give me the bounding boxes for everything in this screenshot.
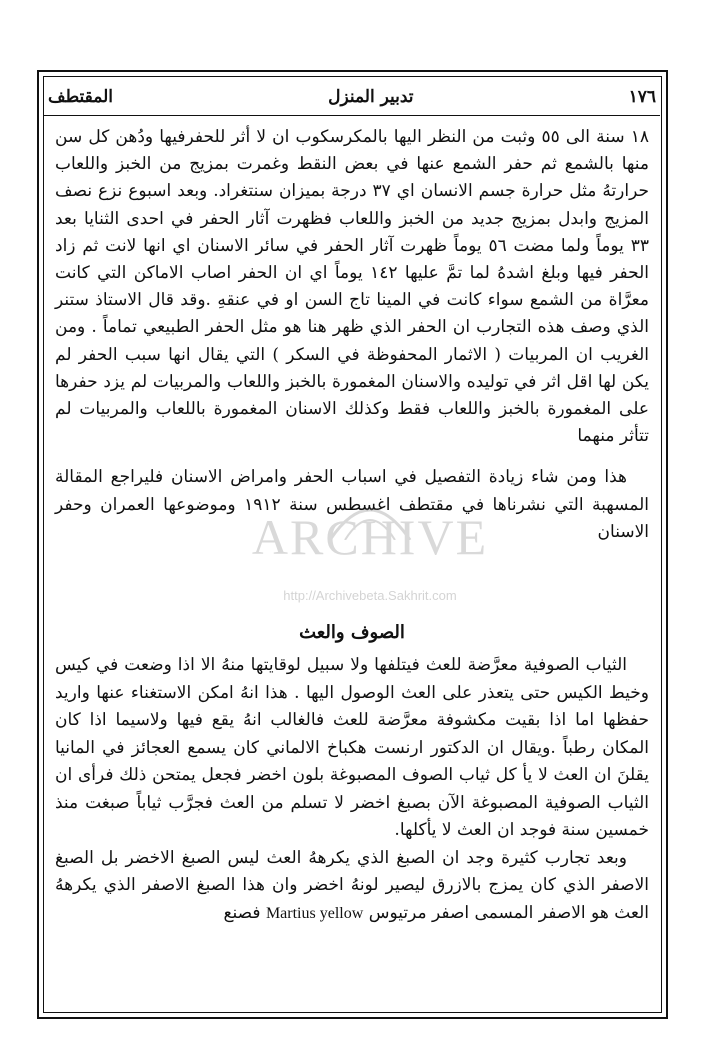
article-body	[55, 124, 649, 546]
watermark-word: ARCHIVE	[251, 509, 489, 565]
body-paragraph-2: هذا ومن شاء زيادة التفصيل في اسباب الحفر وامراض الاسنان فليراجع المقالة المسهبة التي نشرناها في مقتطف اغسطس سنة ١٩١٢ وموضوعها العمران وحفر الاسنان	[55, 467, 649, 542]
section-paragraph-2-end: فصنع	[223, 902, 261, 923]
section-paragraph-2	[55, 845, 649, 928]
section-heading: الصوف والعث	[299, 622, 405, 643]
section-paragraph-2-text: وبعد تجارب كثيرة وجد ان الصبغ الذي يكرههُ العث ليس الصبغ الاخضر بل الصبغ الاصفر الذي كان يمزج بالازرق ليصير لونهُ اخضر وان هذا الصبغ الاصفر الذي يكرههُ العث هو الاصفر المسمى اصفر مرتيوس	[55, 847, 650, 923]
section-body	[55, 652, 649, 927]
header-rule	[44, 115, 660, 116]
latin-term: Martius yellow	[265, 904, 364, 922]
running-header	[48, 82, 656, 112]
section-paragraph-1: الثياب الصوفية معرَّضة للعث فيتلفها ولا سبيل لوقايتها منهُ الا اذا وضعت في كيس وخيط الكيس حتى يتعذر على العث الوصول اليها . هذا انهُ امكن الاستغناء عنها واريد حفظها اما اذا بقيت مكشوفة معرَّضة للعث فالغالب انهُ يقع فيها ولاسيما اذا كان المكان رطباً .ويقال ان الدكتور ارنست هكباخ الالماني كان يسمع العجائز في المانيا يقلنَ ان العث لا يأ كل ثياب الصوف المصبوغة بلون اخضر فجعل يمتحن ذلك فرأى ان الثياب الصوفية المصبوغة الآن بصبغ اخضر لا تسلم من العث فجرَّب ثياباً صبغت منذ خمسين سنة فوجد ان العث لا يأكلها.	[55, 655, 649, 840]
watermark-url: http://Archivebeta.Sakhrit.com	[283, 588, 457, 603]
body-paragraph-1: ١٨ سنة الى ٥٥ وثبت من النظر اليها بالمكرسكوب ان لا أثر للحفرفيها ودُهن كل سن منها بالشمع ثم حفر الشمع عنها في بعض النقط وغمرت بمزيج من الخبز واللعاب حرارتهُ مثل حرارة جسم الانسان اي ٣٧ درجة بميزان سنتغراد. وبعد اسبوع نزع نصف المزيج وابدل بمزيج جديد من الخبز واللعاب فظهرت آثار الحفر في احدى الثنايا بعد ٣٣ يوماً ولما مضت ٥٦ يوماً ظهرت آثار الحفر في سائر الاسنان اي انها لانت ثم زاد الحفر فيها وبلغ اشدهُ لما تمَّ عليها ١٤٢ يوماً اي ان الحفر اصاب الاماكن التي كانت معرَّاة من الشمع سواء كانت في المينا تاج السن او في عنقهِ .وقد قال الاستاذ ستنر الذي وصف هذه التجارب ان الحفر الذي ظهر هنا هو مثل الحفر الطبيعي تماماً . ومن الغريب ان المربيات ( الاثمار المحفوظة في السكر ) التي يقال انها سبب الحفر لم يكن لها اقل اثر في توليده والاسنان المغمورة بالخبز واللعاب والمربيات لم يزد حفرها على المغمورة بالخبز واللعاب فقط وكذلك الاسنان المغمورة باللعاب والمربيات لم تتأثر منهما	[55, 127, 650, 447]
journal-name: المقتطف	[48, 87, 114, 107]
section-title: تدبير المنزل	[328, 87, 414, 107]
page-number: ١٧٦	[628, 87, 656, 107]
